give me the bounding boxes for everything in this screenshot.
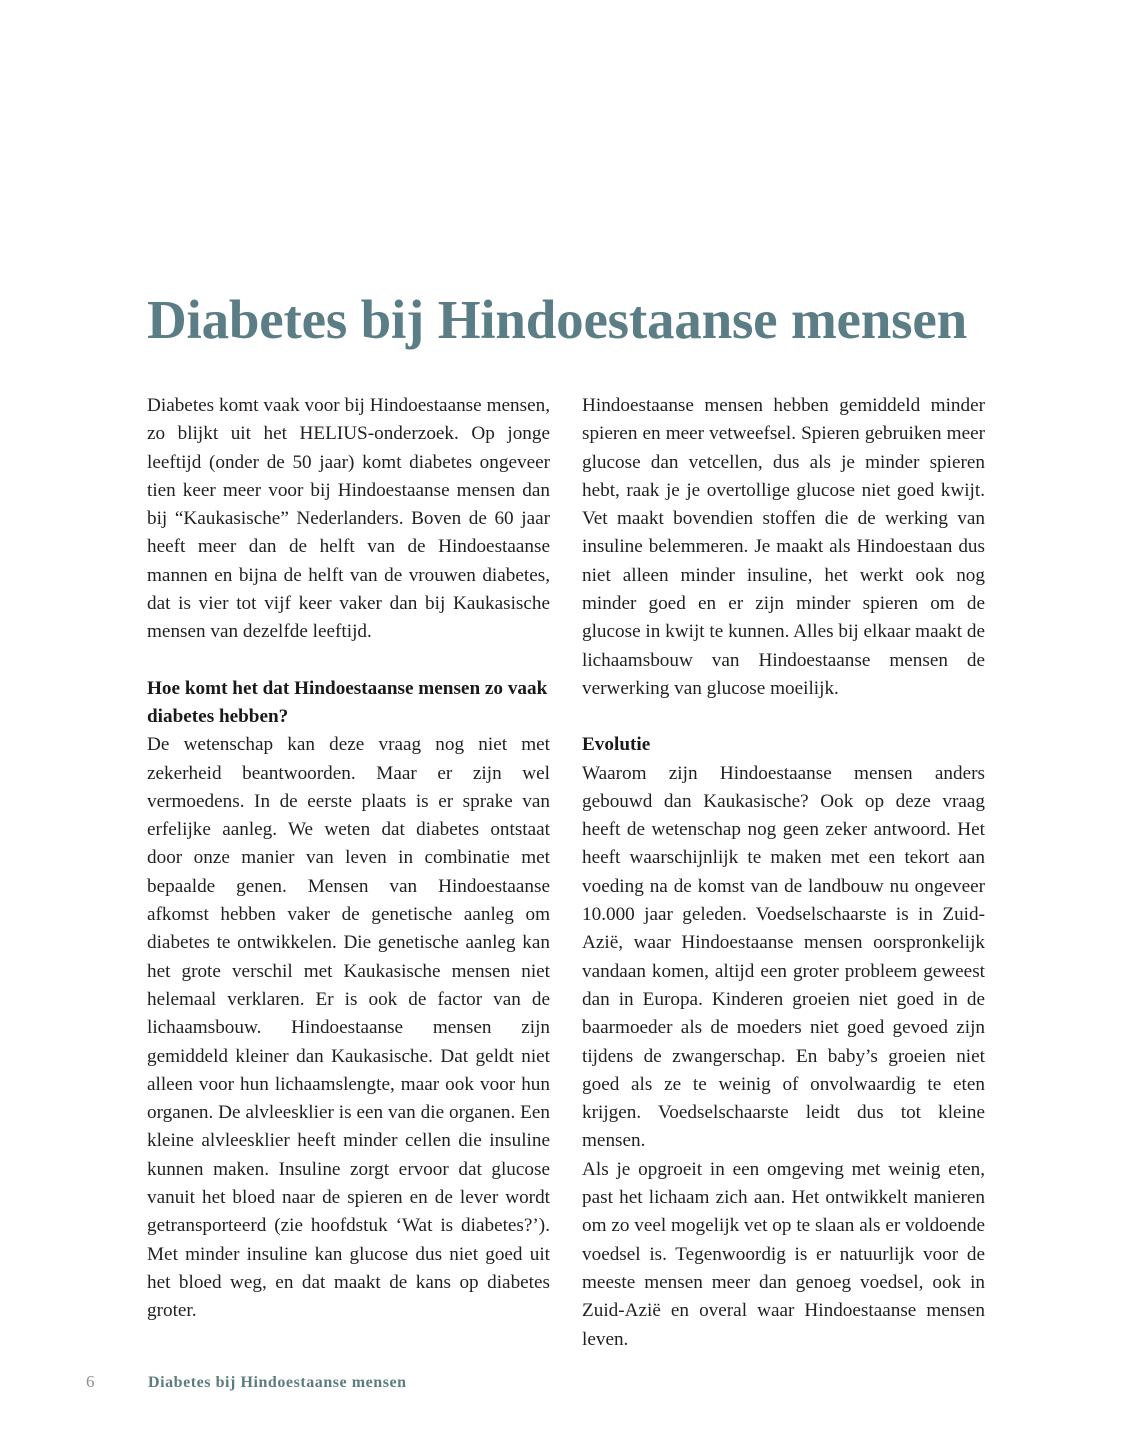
- footer-page-number: 6: [86, 1372, 95, 1391]
- body-columns: [147, 392, 985, 1354]
- left-column: [147, 392, 550, 1354]
- right-paragraph-2: Waarom zijn Hindoestaanse mensen anders gebouwd dan Kaukasische? Ook op deze vraag heeft de wetenschap nog geen zeker antwoord. Het heeft waarschijnlijk te maken met een tekort aan voeding na de komst van de landbouw nu ongeveer 10.000 jaar geleden. Voedselschaarste is in Zuid-Azië, waar Hindoestaanse mensen oorspronkelijk vandaan komen, altijd een groter probleem geweest dan in Europa. Kinderen groeien niet goed in de baarmoeder als de moeders niet goed gevoed zijn tijdens de zwangerschap. En baby’s groeien niet goed als ze te weinig of onvolwaardig te eten krijgen. Voedselschaarste leidt dus tot kleine mensen.: [582, 762, 985, 1152]
- left-paragraph-2: De wetenschap kan deze vraag nog niet met zekerheid beantwoorden. Maar er zijn wel vermoedens. In de eerste plaats is er sprake van erfelijke aanleg. We weten dat diabetes ontstaat door onze manier van leven in combinatie met bepaalde genen. Mensen van Hindoestaanse afkomst hebben vaker de genetische aanleg om diabetes te ontwikkelen. Die genetische aanleg kan het grote verschil met Kaukasische mensen niet helemaal verklaren. Er is ook de factor van de lichaamsbouw. Hindoestaanse mensen zijn gemiddeld kleiner dan Kaukasische. Dat geldt niet alleen voor hun lichaamslengte, maar ook voor hun organen. De alvleesklier is een van die organen. Een kleine alvleesklier heeft minder cellen die insuline kunnen maken. Insuline zorgt ervoor dat glucose vanuit het bloed naar de spieren en de lever wordt getransporteerd (zie hoofdstuk ‘Wat is diabetes?’). Met minder insuline kan glucose dus niet goed uit het bloed weg, en dat maakt de kans op diabetes groter.: [147, 734, 550, 1322]
- left-subheading: Hoe komt het dat Hindoestaanse mensen zo vaak diabetes hebben?: [147, 677, 548, 727]
- right-subheading: Evolutie: [582, 734, 651, 756]
- right-paragraph-3: Als je opgroeit in een omgeving met weinig eten, past het lichaam zich aan. Het ontwikkelt manieren om zo veel mogelijk vet op te slaan als er voldoende voedsel is. Tegenwoordig is er natuurlijk voor de meeste mensen meer dan genoeg voedsel, ook in Zuid-Azië en overal waar Hindoestaanse mensen leven.: [582, 1158, 985, 1350]
- page-footer: [86, 1371, 407, 1394]
- right-paragraph-1: Hindoestaanse mensen hebben gemiddeld minder spieren en meer vetweefsel. Spieren gebruiken meer glucose dan vetcellen, dus als je minder spieren hebt, raak je je overtollige glucose niet goed kwijt. Vet maakt bovendien stoffen die de werking van insuline belemmeren. Je maakt als Hindoestaan dus niet alleen minder insuline, het werkt ook nog minder goed en er zijn minder spieren om de glucose in kwijt te kunnen. Alles bij elkaar maakt de lichaamsbouw van Hindoestaanse mensen de verwerking van glucose moeilijk.: [582, 395, 985, 699]
- right-column: [582, 392, 985, 1354]
- footer-running-title: Diabetes bij Hindoestaanse mensen: [148, 1374, 407, 1391]
- left-paragraph-1: Diabetes komt vaak voor bij Hindoestaanse mensen, zo blijkt uit het HELIUS-onderzoek. Op jonge leeftijd (onder de 50 jaar) komt diabetes ongeveer tien keer meer voor bij Hindoestaanse mensen dan bij “Kaukasische” Nederlanders. Boven de 60 jaar heeft meer dan de helft van de Hindoestaanse mannen en bijna de helft van de vrouwen diabetes, dat is vier tot vijf keer vaker dan bij Kaukasische mensen van dezelfde leeftijd.: [147, 395, 550, 643]
- page-title: Diabetes bij Hindoestaanse mensen: [147, 288, 967, 350]
